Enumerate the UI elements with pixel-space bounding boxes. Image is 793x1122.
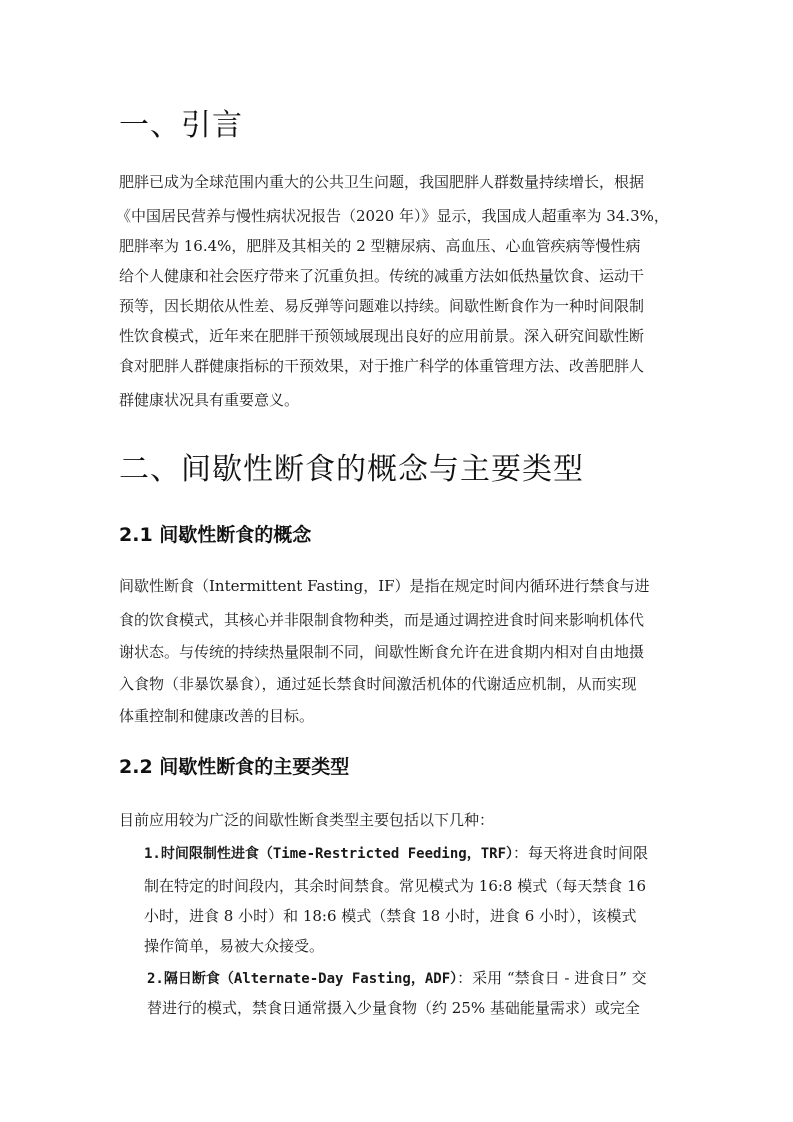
subsection-2-1-heading: 2.1 间歇性断食的概念 <box>119 524 312 546</box>
paragraph-line: 预等，因长期依从性差、易反弹等问题难以持续。间歇性断食作为一种时间限制 <box>119 297 645 315</box>
section-1-heading: 一、引言 <box>119 108 243 143</box>
paragraph-line: 给个人健康和社会医疗带来了沉重负担。传统的减重方法如低热量饮食、运动干 <box>119 267 645 285</box>
list-item-text: ：采用 “禁食日 - 进食日” 交 <box>457 969 647 987</box>
list-item-line: 小时，进食 8 小时）和 18:6 模式（禁食 18 小时，进食 6 小时），该模式 <box>144 907 637 925</box>
paragraph-line: 谢状态。与传统的持续热量限制不同，间歇性断食允许在进食期内相对自由地摄 <box>119 643 645 661</box>
paragraph-line: 肥胖已成为全球范围内重大的公共卫生问题，我国肥胖人群数量持续增长，根据 <box>119 173 645 191</box>
paragraph-line: 《中国居民营养与慢性病状况报告（2020 年）》显示，我国成人超重率为 34.3%， <box>116 207 669 225</box>
section-2-heading: 二、间歇性断食的概念与主要类型 <box>119 452 584 487</box>
list-item-line: 替进行的模式，禁食日通常摄入少量食物（约 25% 基础能量需求）或完全 <box>147 999 640 1017</box>
subsection-2-2-intro: 目前应用较为广泛的间歇性断食类型主要包括以下几种： <box>119 811 495 829</box>
paragraph-line: 体重控制和健康改善的目标。 <box>119 707 315 725</box>
list-item-label: 2.隔日断食（Alternate-Day Fasting，ADF） <box>147 971 458 987</box>
list-item-line: 制在特定的时间段内，其余时间禁食。常见模式为 16:8 模式（每天禁食 16 <box>144 877 647 895</box>
list-item-text: ：每天将进食时间限 <box>513 844 649 862</box>
list-item-label: 1.时间限制性进食（Time-Restricted Feeding，TRF） <box>144 846 514 862</box>
list-item-first-line <box>147 968 647 988</box>
paragraph-line: 群健康状况具有重要意义。 <box>119 391 300 409</box>
list-item-first-line <box>144 843 648 863</box>
paragraph-line: 入食物（非暴饮暴食），通过延长禁食时间激活机体的代谢适应机制，从而实现 <box>119 675 637 693</box>
paragraph-line: 间歇性断食（Intermittent Fasting，IF）是指在规定时间内循环进行禁食与进 <box>119 577 650 595</box>
subsection-2-2-heading: 2.2 间歇性断食的主要类型 <box>119 756 350 778</box>
paragraph-line: 食的饮食模式，其核心并非限制食物种类，而是通过调控进食时间来影响机体代 <box>119 611 645 629</box>
paragraph-line: 肥胖率为 16.4%，肥胖及其相关的 2 型糖尿病、高血压、心血管疾病等慢性病 <box>119 237 641 255</box>
list-item-line: 操作简单，易被大众接受。 <box>144 937 325 955</box>
paragraph-line: 食对肥胖人群健康指标的干预效果，对于推广科学的体重管理方法、改善肥胖人 <box>119 357 645 375</box>
paragraph-line: 性饮食模式，近年来在肥胖干预领域展现出良好的应用前景。深入研究间歇性断 <box>119 327 645 345</box>
